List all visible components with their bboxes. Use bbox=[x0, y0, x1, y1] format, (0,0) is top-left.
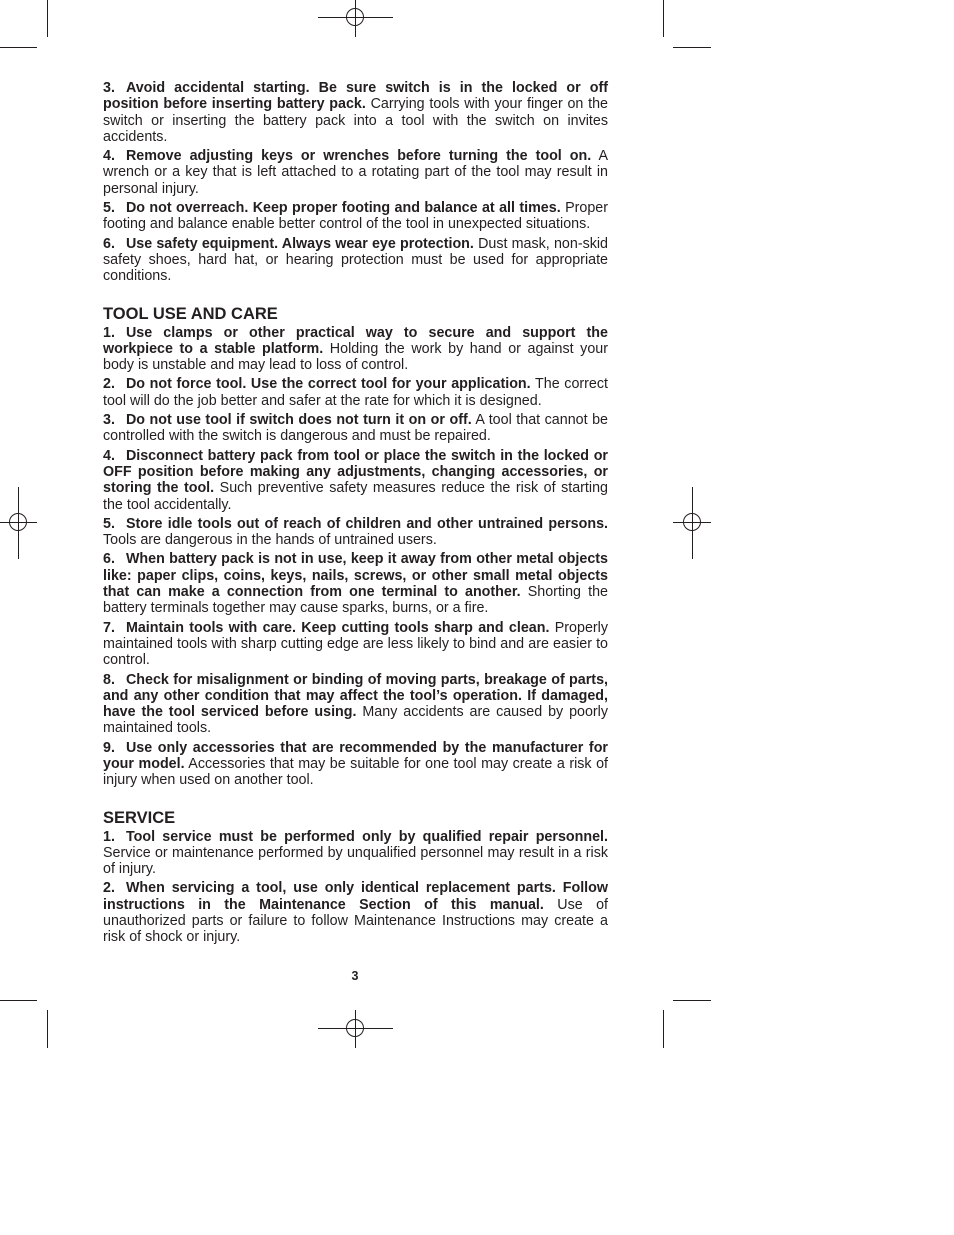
crop-mark bbox=[663, 0, 664, 37]
crop-mark bbox=[673, 1000, 711, 1001]
list-item: 2. When servicing a tool, use only identical replacement parts. Follow instructions in the Maintenance Section of this manual. Use of unauthorized parts or failure to follow Maintenance Instructions may create a risk of shock or injury. bbox=[103, 880, 609, 946]
page-content bbox=[103, 80, 608, 949]
list-item: 3. Do not use tool if switch does not turn it on or off. A tool that cannot be controlled with the switch is dangerous and must be repaired. bbox=[103, 412, 608, 445]
crop-mark bbox=[663, 1010, 664, 1048]
list-item: 8. Check for misalignment or binding of moving parts, breakage of parts, and any other condition that may affect the tool’s operation. If damaged, have the tool serviced before using. Many accidents are caused by poorly maintained tools. bbox=[103, 671, 609, 737]
list-item: 1. Use clamps or other practical way to secure and support the workpiece to a stable platform. Holding the work by hand or against your body is unstable and may lead to loss of control. bbox=[103, 324, 608, 374]
intro-list bbox=[103, 80, 608, 285]
crop-mark bbox=[673, 47, 711, 48]
list-item: 9. Use only accessories that are recommended by the manufacturer for your model. Accessories that may be suitable for one tool may create a risk of injury when used on another tool. bbox=[103, 739, 608, 789]
list-item: 7. Maintain tools with care. Keep cutting tools sharp and clean. Properly maintained tools with sharp cutting edge are less likely to bind and are easier to control. bbox=[103, 619, 608, 669]
list-item: 5. Do not overreach. Keep proper footing and balance at all times. Proper footing and balance enable better control of the tool in unexpected situations. bbox=[103, 200, 608, 233]
list-item: 2. Do not force tool. Use the correct tool for your application. The correct tool will do the job better and safer at the rate for which it is designed. bbox=[103, 376, 609, 409]
list-item: 3. Avoid accidental starting. Be sure switch is in the locked or off position before inserting battery pack. Carrying tools with your finger on the switch or inserting the battery pack into a tool with the switch on invites accidents. bbox=[103, 80, 608, 145]
list-item: 6. When battery pack is not in use, keep it away from other metal objects like: paper clips, coins, keys, nails, screws, or other small metal objects that can make a connection from one terminal to another. Shorting the battery terminals together may cause sparks, burns, or a fire. bbox=[103, 551, 608, 617]
list-item: 5. Store idle tools out of reach of children and other untrained persons. Tools are dangerous in the hands of untrained users. bbox=[103, 515, 608, 549]
crop-mark bbox=[47, 1010, 48, 1048]
section-title-tool-use: TOOL USE AND CARE bbox=[103, 304, 278, 323]
service-list bbox=[103, 829, 608, 946]
list-item: 6. Use safety equipment. Always wear eye protection. Dust mask, non-skid safety shoes, hard hat, or hearing protection must be used for appropriate conditions. bbox=[103, 235, 609, 285]
crop-mark bbox=[47, 0, 48, 37]
list-item: 4. Disconnect battery pack from tool or place the switch in the locked or OFF position before making any adjustments, changing accessories, or storing the tool. Such preventive safety measures reduce the risk of starting the tool accidentally. bbox=[103, 447, 608, 513]
tool-use-list bbox=[103, 325, 608, 789]
crop-mark bbox=[0, 1000, 37, 1001]
section-title-service: SERVICE bbox=[103, 808, 176, 827]
list-item: 1. Tool service must be performed only by qualified repair personnel. Service or maintenance performed by unqualified personnel may result in a risk of injury. bbox=[103, 828, 608, 878]
page-number: 3 bbox=[351, 969, 359, 983]
crop-mark bbox=[0, 47, 37, 48]
list-item: 4. Remove adjusting keys or wrenches before turning the tool on. A wrench or a key that is left attached to a rotating part of the tool may result in personal injury. bbox=[103, 148, 608, 197]
